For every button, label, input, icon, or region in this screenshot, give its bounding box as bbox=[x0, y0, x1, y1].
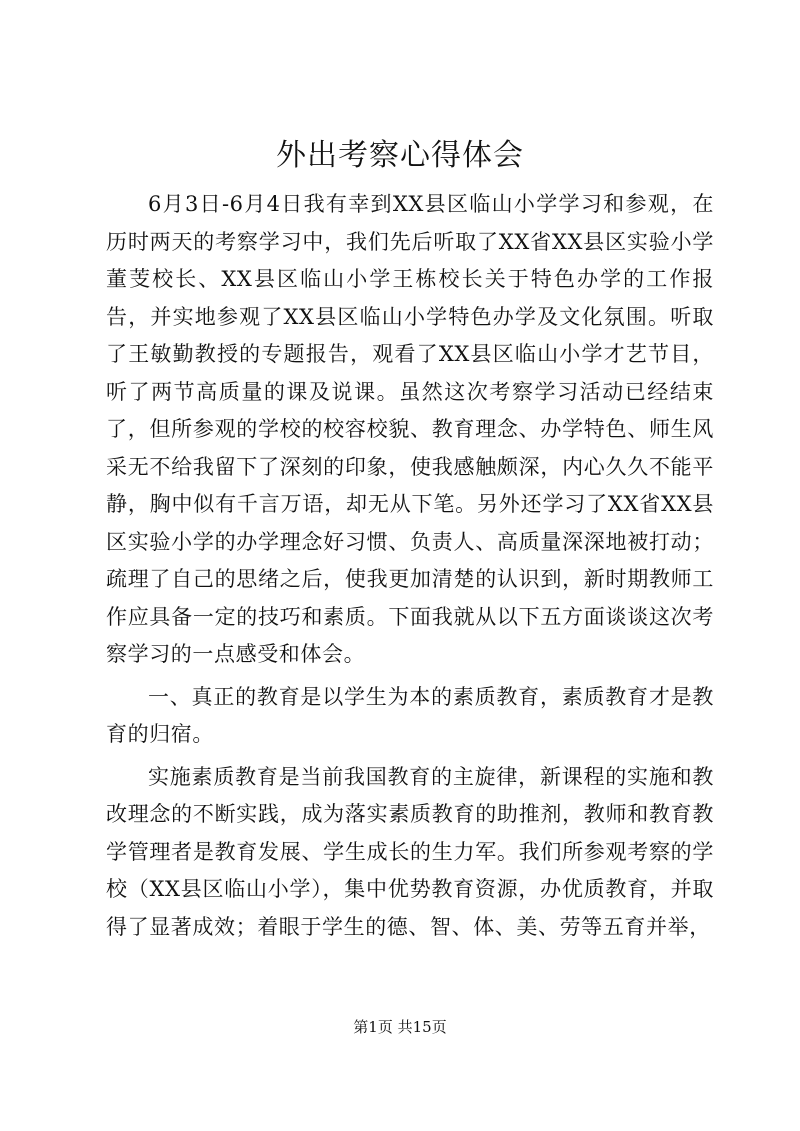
document-body bbox=[106, 186, 714, 946]
page-number-footer: 第1页 共15页 bbox=[353, 1018, 447, 1036]
paragraph-quality-education: 实施素质教育是当前我国教育的主旋律，新课程的实施和教改理念的不断实践，成为落实素质教育的助推剂，教师和教育教学管理者是教育发展、学生成长的生力军。我们所参观考察的学校（XX县区临山小学），集中优势教育资源，办优质教育，并取得了显著成效；着眼于学生的德、智、体、美、劳等五育并举， bbox=[106, 764, 714, 939]
paragraph-heading-one: 一、真正的教育是以学生为本的素质教育，素质教育才是教育的归宿。 bbox=[106, 684, 714, 746]
paragraph-intro: 6月3日-6月4日我有幸到XX县区临山小学学习和参观，在历时两天的考察学习中，我们先后听取了XX省XX县区实验小学董芰校长、XX县区临山小学王栋校长关于特色办学的工作报告，并实地参观了XX县区临山小学特色办学及文化氛围。听取了王敏勤教授的专题报告，观看了XX县区临山小学才艺节目，听了两节高质量的课及说课。虽然这次考察学习活动已经结束了，但所参观的学校的校容校貌、教育理念、办学特色、师生风采无不给我留下了深刻的印象，使我感触颇深，内心久久不能平静，胸中似有千言万语，却无从下笔。另外还学习了XX省XX县区实验小学的办学理念好习惯、负责人、高质量深深地被打动；疏理了自己的思绪之后，使我更加清楚的认识到，新时期教师工作应具备一定的技巧和素质。下面我就从以下五方面谈谈这次考察学习的一点感受和体会。 bbox=[106, 192, 714, 666]
document-title: 外出考察心得体会 bbox=[276, 138, 524, 173]
